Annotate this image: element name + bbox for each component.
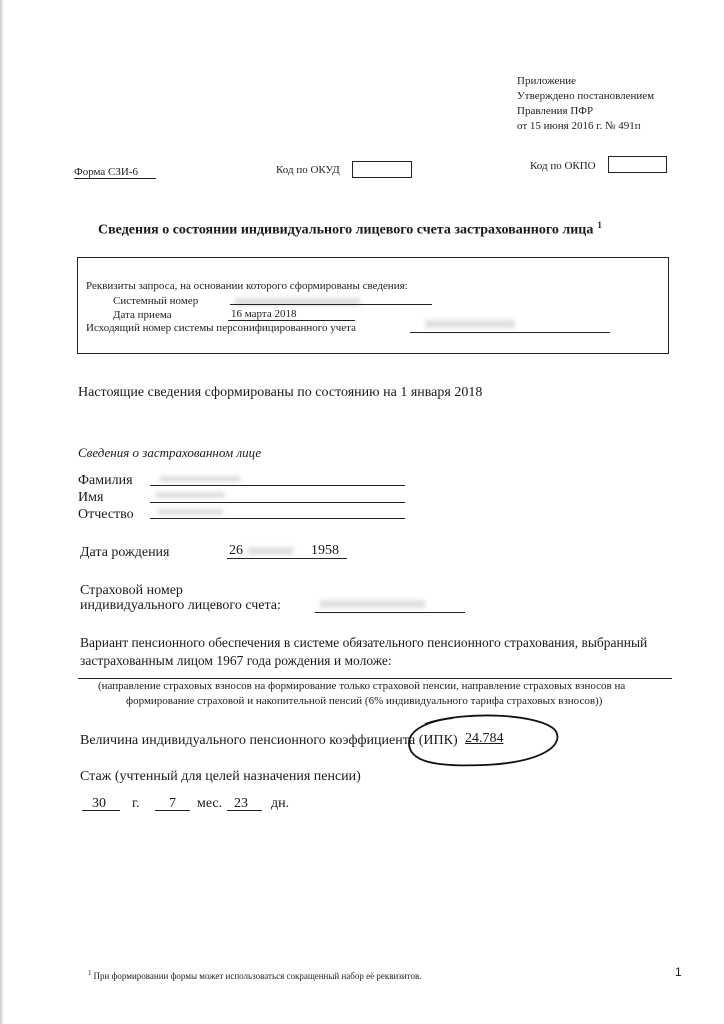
experience-days-underline [227,810,262,811]
insurance-number-redacted [320,600,425,608]
okpo-label: Код по ОКПО [530,160,596,172]
birth-date-underline [227,558,347,559]
surname-underline [150,485,405,486]
request-heading: Реквизиты запроса, на основании которого сформированы сведения: [86,280,408,292]
appendix-line-4: от 15 июня 2016 г. № 491п [517,120,641,132]
system-number-underline [230,304,432,305]
okpo-code-box [608,156,667,173]
insured-heading: Сведения о застрахованном лице [78,445,262,460]
insurance-number-label-2: индивидуального лицевого счета: [80,598,281,613]
birth-date-label: Дата рождения [80,545,170,560]
pension-note-line-2: формирование страховой и накопительной пенсий (6% индивидуального тарифа страховых взносов)) [126,695,603,707]
experience-days-unit: дн. [271,796,290,811]
document-title-text: Сведения о состоянии индивидуального лицевого счета застрахованного лица [98,222,594,238]
page-number: 1 [675,965,682,979]
footnote [88,969,422,981]
ipk-label: Величина индивидуального пенсионного коэффициента (ИПК) [80,733,458,748]
experience-years-underline [82,810,120,811]
insurance-number-label-1: Страховой номер [80,583,183,598]
okud-code-box [352,161,412,178]
document-title [98,220,602,239]
outgoing-number-label: Исходящий номер системы персонифицированного учета [86,322,356,334]
date-received-underline [228,320,355,321]
pension-variant-line-2: застрахованным лицом 1967 года рождения и моложе: [80,653,392,668]
appendix-line-2: Утверждено постановлением [517,90,655,102]
surname-redacted [160,476,240,482]
outgoing-number-underline [410,332,610,333]
experience-days: 23 [234,796,248,811]
state-date-text: Настоящие сведения сформированы по состоянию на 1 января 2018 [78,385,483,400]
birth-year: 1958 [311,543,339,558]
appendix-line-1: Приложение [517,75,577,87]
title-footnote-mark: 1 [597,220,602,230]
birth-month-redacted [248,547,293,555]
insurance-number-underline [315,612,465,613]
okud-label: Код по ОКУД [276,164,340,176]
outgoing-number-redacted [425,320,515,328]
name-label: Имя [78,490,104,505]
footnote-mark: 1 [88,969,92,977]
handwritten-circle-mark [405,712,563,770]
experience-years: 30 [92,796,106,811]
date-received-label: Дата приема [113,309,172,321]
page-edge-shadow [0,0,4,1024]
birth-day: 26 [229,543,243,558]
patronymic-label: Отчество [78,507,134,522]
experience-months-unit: мес. [197,796,223,811]
date-received-value: 16 марта 2018 [231,308,297,320]
footnote-text: При формировании формы может использоваться сокращенный набор её реквизитов. [93,971,422,981]
surname-label: Фамилия [78,473,133,488]
experience-label: Стаж (учтенный для целей назначения пенсии) [80,769,361,784]
pension-variant-line-1: Вариант пенсионного обеспечения в системе обязательного пенсионного страхования, выбранный [80,635,648,650]
pension-variant-underline [78,678,672,679]
patronymic-underline [150,518,405,519]
patronymic-redacted [158,509,223,515]
appendix-line-3: Правления ПФР [517,105,594,117]
experience-months: 7 [169,796,176,811]
name-underline [150,502,405,503]
ipk-value: 24.784 [465,731,504,746]
name-redacted [155,492,225,498]
experience-months-underline [155,810,190,811]
experience-years-unit: г. [132,796,140,811]
pension-note-line-1: (направление страховых взносов на формирование только страховой пенсии, направление страховых взносов на [98,680,626,692]
form-name: Форма СЗИ-6 [74,166,156,179]
system-number-label: Системный номер [113,295,199,307]
